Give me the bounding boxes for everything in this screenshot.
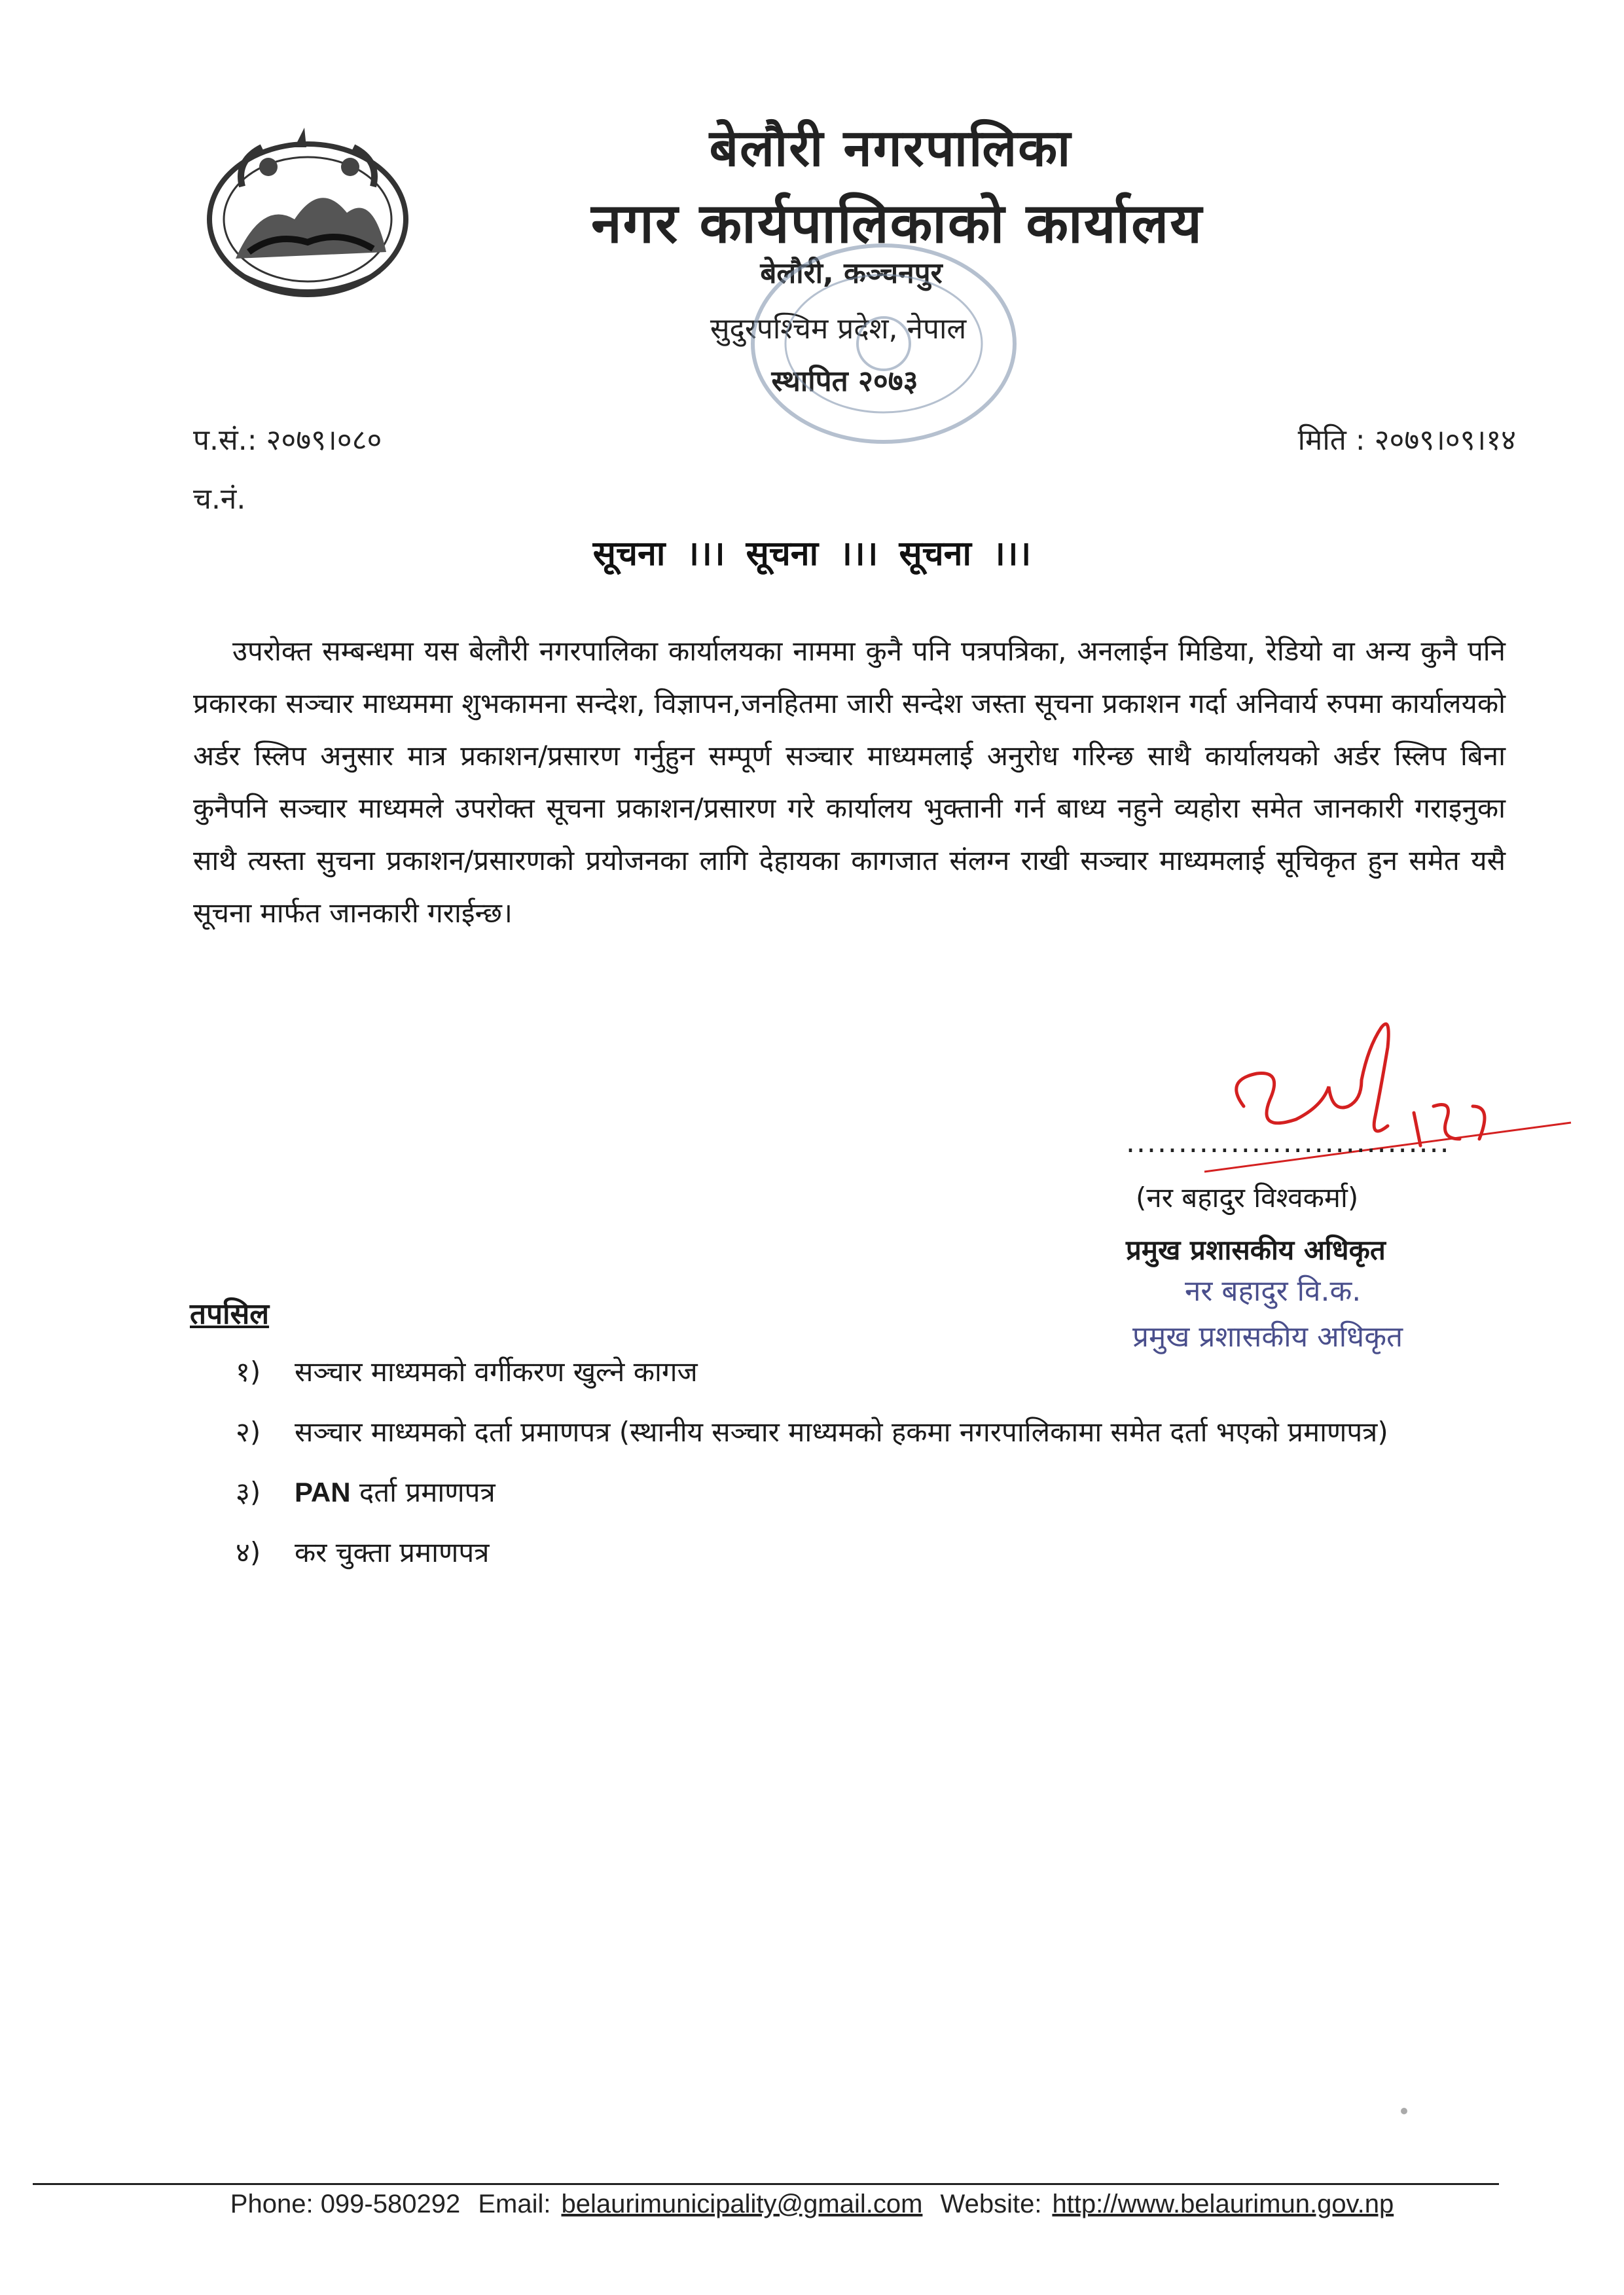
signatory-title: प्रमुख प्रशासकीय अधिकृत [1126, 1234, 1386, 1266]
list-item [236, 1348, 1519, 1396]
list-item-text: दर्ता प्रमाणपत्र [350, 1476, 496, 1508]
province-country: सुदुरपश्चिम प्रदेश, नेपाल [710, 312, 967, 346]
municipal-office-stamp-icon [740, 236, 1028, 452]
office-address: बेलौरी, कञ्चनपुर [760, 257, 943, 290]
enclosure-heading: तपसिल [190, 1297, 270, 1331]
scan-speck [1401, 2108, 1407, 2114]
footer-website-link[interactable]: http://www.belaurimun.gov.np [1052, 2190, 1394, 2218]
list-item-number: ४) [236, 1536, 261, 1568]
list-item-text: कर चुक्ता प्रमाणपत्र [295, 1536, 490, 1568]
office-name: नगर कार्यपालिकाको कार्यालय [591, 191, 1203, 255]
footer-divider [33, 2183, 1499, 2185]
list-item-text-wrap [295, 1469, 1519, 1516]
municipality-name: बेलौरी नगरपालिका [709, 119, 1072, 178]
list-item-number: ३) [236, 1476, 261, 1508]
list-item-number: १) [236, 1356, 261, 1388]
notice-body: उपरोक्त सम्बन्धमा यस बेलौरी नगरपालिका कार्यालयका नाममा कुनै पनि पत्रपत्रिका, अनलाईन मिडिया, रेडियो वा अन्य कुनै पनि प्रकारका सञ्चार माध्यममा शुभकामना सन्देश, विज्ञापन,जनहितमा जारी सन्देश जस्ता सूचना प्रकाशन गर्दा अनिवार्य रुपमा कार्यालयको अर्डर स्लिप अनुसार मात्र प्रकाशन/प्रसारण गर्नुहुन सम्पूर्ण सञ्चार माध्यमलाई अनुरोध गरिन्छ साथै कार्यालयको अर्डर स्लिप बिना कुनैपनि सञ्चार माध्यमले उपरोक्त सूचना प्रकाशन/प्रसारण गरे कार्यालय भुक्तानी गर्न बाध्य नहुने व्यहोरा समेत जानकारी गराइनुका साथै त्यस्ता सुचना प्रकाशन/प्रसारणको प्रयोजनका लागि देहायका कागजात संलग्न राखी सञ्चार माध्यमलाई सूचिकृत हुन समेत यसै सूचना मार्फत जानकारी गराईन्छ। [193, 635, 1506, 929]
footer-email-label: Email: [478, 2190, 551, 2218]
list-item [236, 1529, 1519, 1576]
stamp-signatory-title: प्रमुख प्रशासकीय अधिकृत [1132, 1320, 1403, 1354]
established-year: स्थापित २०७३ [771, 365, 918, 398]
footer-phone: Phone: 099-580292 [230, 2190, 461, 2218]
list-item-number: २) [236, 1416, 261, 1448]
footer [0, 2190, 1624, 2219]
list-item-text: सञ्चार माध्यमको दर्ता प्रमाणपत्र (स्थानीय सञ्चार माध्यमको हकमा नगरपालिकामा समेत दर्ता भएको प्रमाणपत्र) [295, 1416, 1388, 1448]
footer-website-label: Website: [940, 2190, 1042, 2218]
list-item [236, 1409, 1519, 1456]
enclosure-list [236, 1348, 1519, 1589]
signature-line: ............................... [1126, 1126, 1451, 1159]
stamp-signatory-name: नर बहादुर वि.क. [1185, 1274, 1362, 1308]
list-item-latin-text: PAN [295, 1477, 351, 1508]
list-item [236, 1469, 1519, 1516]
notice-title: सूचना ।।। सूचना ।।। सूचना ।।। [592, 534, 1032, 573]
signatory-name: (नर बहादुर विश्वकर्मा) [1136, 1182, 1359, 1214]
dispatch-number: च.नं. [193, 482, 246, 516]
reference-number: प.सं.: २०७९।०८० [193, 424, 382, 457]
footer-email-link[interactable]: belaurimunicipality@gmail.com [561, 2190, 923, 2218]
list-item-text: सञ्चार माध्यमको वर्गीकरण खुल्ने कागज [295, 1356, 698, 1388]
document-date: मिति : २०७९।०९।१४ [1297, 424, 1516, 457]
